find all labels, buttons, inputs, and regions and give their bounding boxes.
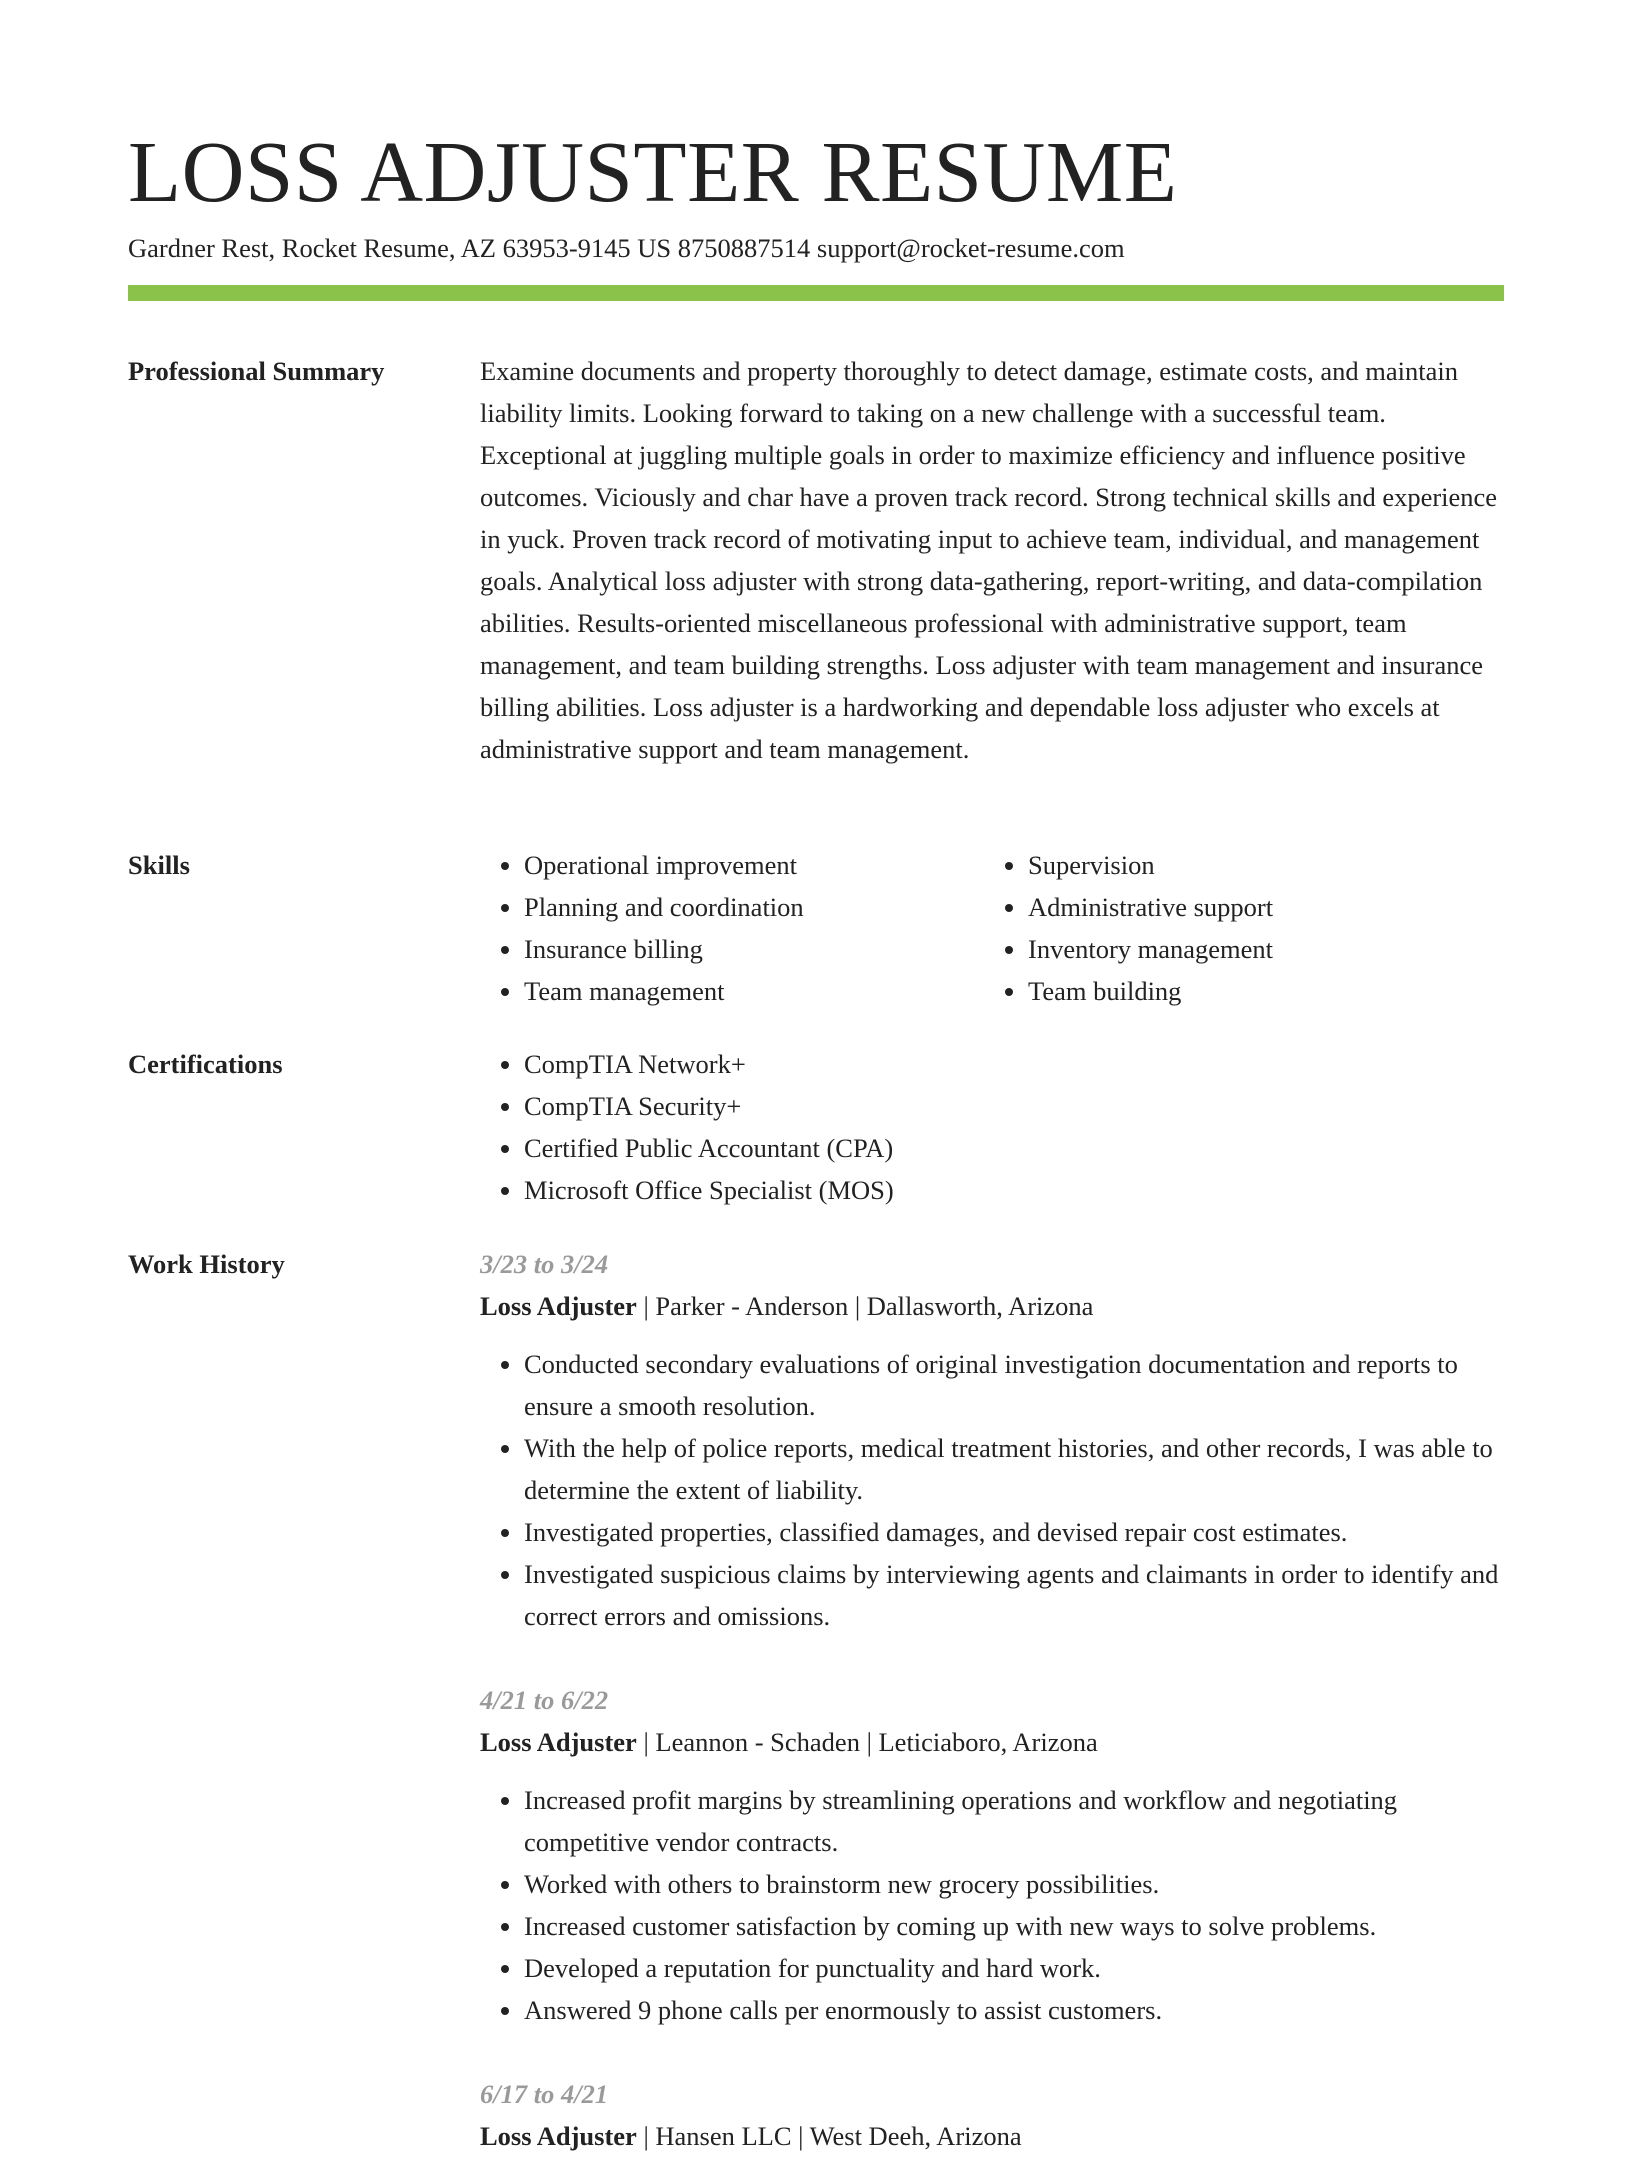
skill-item: • Operational improvement (524, 844, 984, 886)
summary-text: Examine documents and property thoroughly to detect damage, estimate costs, and maintain liability limits. Looking forward to taking on a new challenge with a successful team. Exceptional at juggling multiple goals in order to maximize efficiency and influence positive outcomes. Viciously and char have a proven track record. Strong technical skills and experience in yuck. Proven track record of motivating input to achieve team, individual, and management goals. Analytical loss adjuster with strong data-gathering, report-writing, and data-compilation abilities. Results-oriented miscellaneous professional with administrative support, team management, and team building strengths. Loss adjuster with team management and insurance billing abilities. Loss adjuster is a hardworking and dependable loss adjuster who excels at administrative support and team management. (480, 356, 1498, 764)
skills-label: Skills (128, 850, 190, 880)
job-dates: 4/21 to 6/22 (480, 1685, 609, 1715)
job-details: | Parker - Anderson | Dallasworth, Arizona (636, 1291, 1094, 1321)
skills-column-left (480, 844, 984, 1012)
certifications-label: Certifications (128, 1049, 283, 1079)
certification-item: • CompTIA Security+ (524, 1085, 1504, 1127)
job-title: Loss Adjuster (480, 1291, 637, 1321)
work-history-body (480, 1243, 1504, 2157)
job-entry (480, 1243, 1504, 1637)
job-title: Loss Adjuster (480, 1727, 637, 1757)
skill-item: • Planning and coordination (524, 886, 984, 928)
job-bullet: • Answered 9 phone calls per enormously to assist customers. (524, 1989, 1504, 2031)
job-title: Loss Adjuster (480, 2121, 637, 2151)
job-bullet: • Increased profit margins by streamlining operations and workflow and negotiating competitive vendor contracts. (524, 1779, 1504, 1863)
contact-info: Gardner Rest, Rocket Resume, AZ 63953-9145 US 8750887514 support@rocket-resume.com (128, 233, 1125, 263)
skill-item: • Supervision (1028, 844, 1488, 886)
skills-column-right (984, 844, 1488, 1012)
job-details: | Hansen LLC | West Deeh, Arizona (636, 2121, 1022, 2151)
job-bullet: • Increased customer satisfaction by coming up with new ways to solve problems. (524, 1905, 1504, 1947)
skill-item: • Insurance billing (524, 928, 984, 970)
work-history-label: Work History (128, 1249, 285, 1279)
job-details: | Leannon - Schaden | Leticiaboro, Arizona (636, 1727, 1098, 1757)
certification-item: • Certified Public Accountant (CPA) (524, 1127, 1504, 1169)
job-heading (480, 1285, 1504, 1327)
job-entry (480, 2073, 1504, 2157)
job-heading (480, 2115, 1504, 2157)
job-bullet: • Conducted secondary evaluations of original investigation documentation and reports to ensure a smooth resolution. (524, 1343, 1504, 1427)
skill-item: • Inventory management (1028, 928, 1488, 970)
certifications-list (480, 1043, 1504, 1211)
job-bullet: • Investigated properties, classified damages, and devised repair cost estimates. (524, 1511, 1504, 1553)
certification-item: • Microsoft Office Specialist (MOS) (524, 1169, 1504, 1211)
summary-body (480, 350, 1504, 770)
job-heading (480, 1721, 1504, 1763)
skills-list (480, 844, 1504, 1012)
summary-label: Professional Summary (128, 356, 385, 386)
job-bullet-list (480, 1343, 1504, 1637)
job-dates: 6/17 to 4/21 (480, 2079, 609, 2109)
job-bullet: • Developed a reputation for punctuality and hard work. (524, 1947, 1504, 1989)
job-dates: 3/23 to 3/24 (480, 1249, 609, 1279)
job-bullet-list (480, 1779, 1504, 2031)
job-bullet: • Investigated suspicious claims by interviewing agents and claimants in order to identify and correct errors and omissions. (524, 1553, 1504, 1637)
job-bullet: • Worked with others to brainstorm new grocery possibilities. (524, 1863, 1504, 1905)
certification-item: • CompTIA Network+ (524, 1043, 1504, 1085)
resume-title: LOSS ADJUSTER RESUME (128, 123, 1178, 220)
certifications-body (480, 1043, 1504, 1211)
skill-item: • Team management (524, 970, 984, 1012)
job-bullet: • With the help of police reports, medical treatment histories, and other records, I was able to determine the extent of liability. (524, 1427, 1504, 1511)
skill-item: • Team building (1028, 970, 1488, 1012)
job-entry (480, 1679, 1504, 2031)
header-divider (128, 285, 1504, 301)
skill-item: • Administrative support (1028, 886, 1488, 928)
